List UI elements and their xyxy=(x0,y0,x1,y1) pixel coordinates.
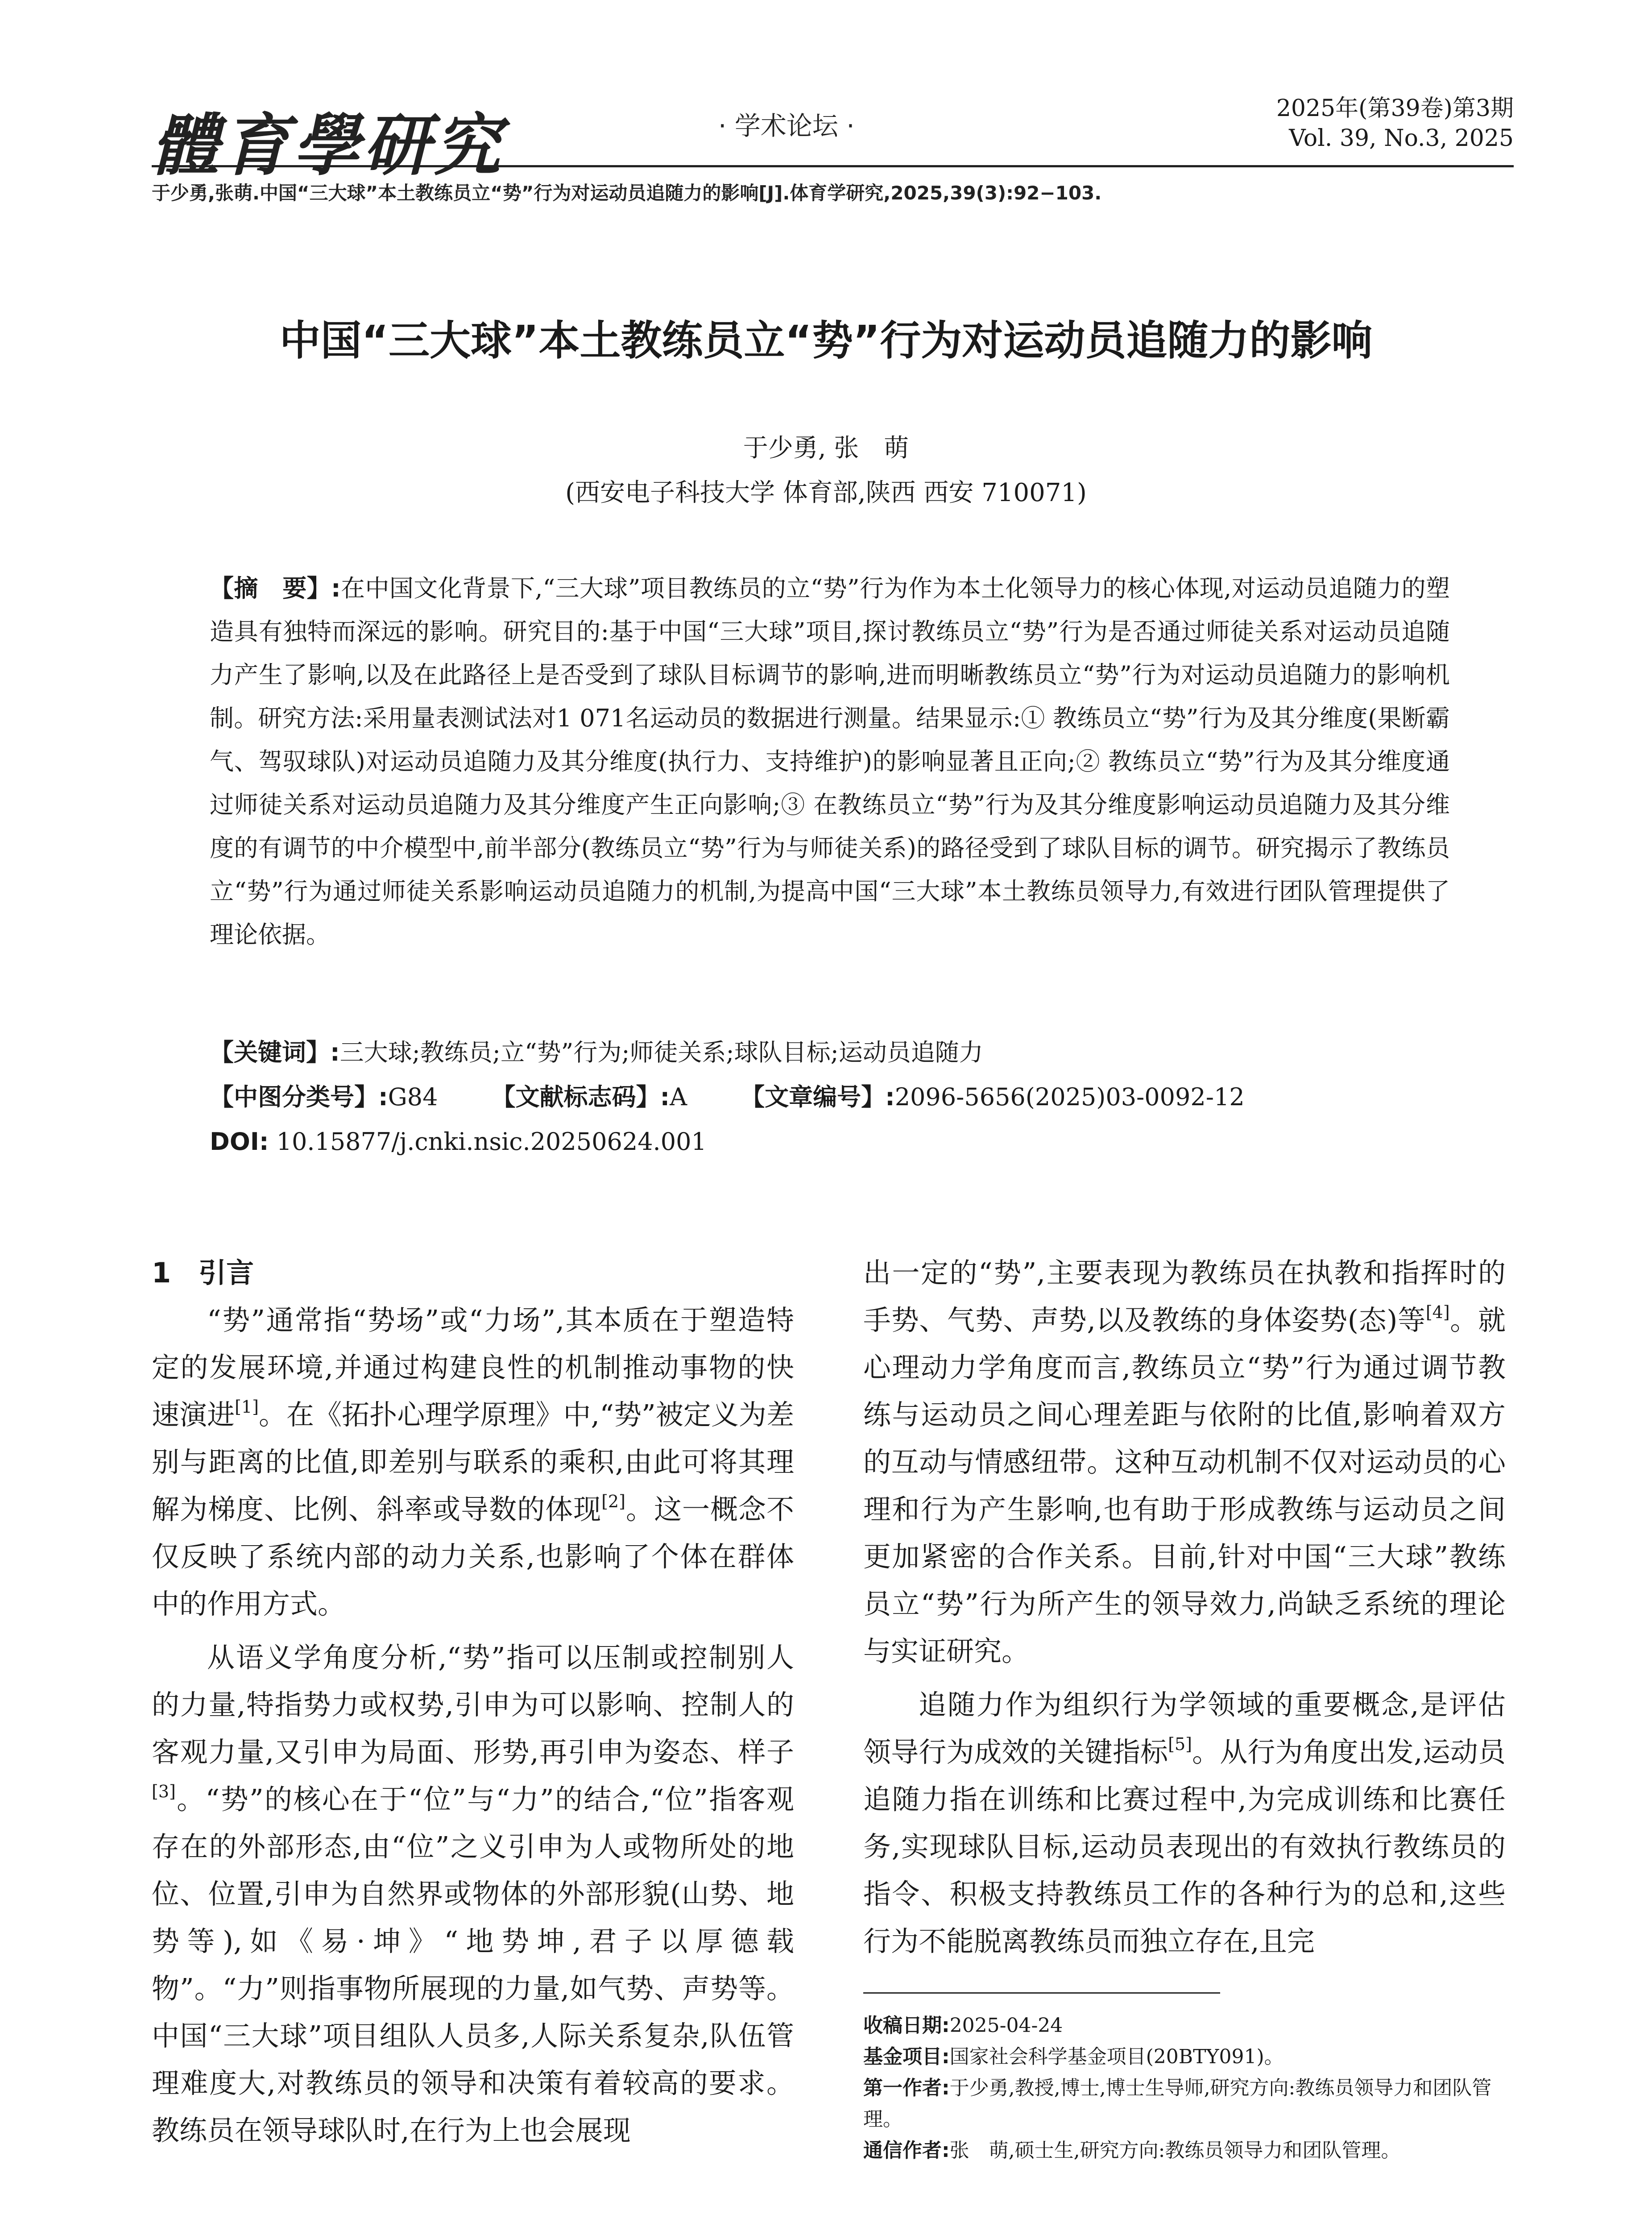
body-right-column xyxy=(863,1249,1506,1965)
classification-line xyxy=(210,1075,1450,1119)
footnote-label: 收稿日期: xyxy=(863,2014,950,2037)
footnote-first-author xyxy=(863,2073,1506,2135)
footnote-received xyxy=(863,2010,1506,2041)
footnote-text: 张 萌,硕士生,研究方向:教练员领导力和团队管理。 xyxy=(949,2139,1401,2162)
citation-ref[interactable]: [1] xyxy=(235,1397,259,1417)
article-no-value: 2096-5656(2025)03-0092-12 xyxy=(894,1083,1245,1111)
issue-info-en: Vol. 39, No.3, 2025 xyxy=(1289,125,1514,152)
body-left-column xyxy=(152,1249,794,2154)
paragraph-text: 从语义学角度分析,“势”指可以压制或控制别人的力量,特指势力或权势,引申为可以影响、控制人的客观力量,又引申为局面、形势,再引申为姿态、样子 xyxy=(152,1641,794,1768)
paragraph-text: 。这一概念不仅反映了系统内部的动力关系,也影响了个体在群体中的作用方式。 xyxy=(152,1493,794,1620)
footnote-text: 2025-04-24 xyxy=(949,2014,1063,2037)
paragraph-text: 追随力作为组织行为学领域的重要概念,是评估领导行为成效的关键指标 xyxy=(863,1688,1506,1768)
paragraph-text: 。从行为角度出发,运动员追随力指在训练和比赛过程中,为完成训练和比赛任务,实现球队目标,运动员表现出的有效执行教练员的指令、积极支持教练员工作的各种行为的总和,这些行为不能脱离教练员而独立存在,且完 xyxy=(863,1736,1506,1957)
issue-info-cn: 2025年(第39卷)第3期 xyxy=(1276,95,1514,122)
footnote-corresponding-author xyxy=(863,2135,1506,2166)
article-no-label: 【文章编号】: xyxy=(741,1083,895,1111)
doi xyxy=(210,1120,707,1163)
doc-code-value: A xyxy=(670,1083,687,1111)
body-paragraph xyxy=(863,1249,1506,1675)
footnote-label: 第一作者: xyxy=(863,2077,950,2099)
citation-ref[interactable]: [4] xyxy=(1425,1302,1450,1322)
clc-label: 【中图分类号】: xyxy=(210,1083,388,1111)
footnote-text: 于少勇,教授,博士,博士生导师,研究方向:教练员领导力和团队管理。 xyxy=(863,2077,1492,2131)
abstract xyxy=(210,567,1450,956)
footnote-fund xyxy=(863,2041,1506,2073)
paragraph-text: 出一定的“势”,主要表现为教练员在执教和指挥时的手势、气势、声势,以及教练的身体姿势(态)等 xyxy=(863,1256,1506,1336)
authors: 于少勇, 张 萌 xyxy=(743,434,909,463)
paragraph-text: 。“势”的核心在于“位”与“力”的结合,“位”指客观存在的外部形态,由“位”之义引申为人或物所处的地位、位置,引申为自然界或物体的外部形貌(山势、地势等),如《易·坤》“地势坤,君子以厚德载物”。“力”则指事物所展现的力量,如气势、声势等。中国“三大球”项目组队人员多,人际关系复杂,队伍管理难度大,对教练员的领导和决策有着较高的要求。教练员在领导球队时,在行为上也会展现 xyxy=(152,1783,794,2147)
footnote-label: 基金项目: xyxy=(863,2045,950,2068)
doi-value[interactable]: 10.15877/j.cnki.nsic.20250624.001 xyxy=(276,1128,707,1156)
paragraph-text: 。在《拓扑心理学原理》中,“势”被定义为差别与距离的比值,即差别与联系的乘积,由此可将其理解为梯度、比例、斜率或导数的体现 xyxy=(152,1398,794,1526)
affiliation: (西安电子科技大学 体育部,陕西 西安 710071) xyxy=(565,478,1087,507)
footnotes xyxy=(863,2010,1506,2166)
keywords-text: 三大球;教练员;立“势”行为;师徒关系;球队目标;运动员追随力 xyxy=(340,1038,983,1066)
body-paragraph xyxy=(152,1297,794,1628)
article-title: 中国“三大球”本土教练员立“势”行为对运动员追随力的影响 xyxy=(279,317,1373,365)
footnote-divider xyxy=(863,1992,1220,1994)
doc-code-label: 【文献标志码】: xyxy=(491,1083,670,1111)
citation-ref[interactable]: [5] xyxy=(1168,1734,1192,1754)
clc-value: G84 xyxy=(388,1083,438,1111)
footnote-label: 通信作者: xyxy=(863,2139,950,2162)
section-label: · 学术论坛 · xyxy=(718,111,855,141)
paragraph-text: “势”通常指“势场”或“力场”,其本质在于塑造特定的发展环境,并通过构建良性的机制推动事物的快速演进 xyxy=(152,1304,794,1431)
keywords-label: 【关键词】: xyxy=(210,1038,340,1066)
paragraph-text: 。就心理动力学角度而言,教练员立“势”行为通过调节教练与运动员之间心理差距与依附的比值,影响着双方的互动与情感纽带。这种互动机制不仅对运动员的心理和行为产生影响,也有助于形成教练与运动员之间更加紧密的合作关系。目前,针对中国“三大球”教练员立“势”行为所产生的领导效力,尚缺乏系统的理论与实证研究。 xyxy=(863,1304,1506,1667)
keywords xyxy=(210,1031,1450,1074)
doi-label: DOI: xyxy=(210,1128,269,1156)
abstract-text: 在中国文化背景下,“三大球”项目教练员的立“势”行为作为本土化领导力的核心体现,对运动员追随力的塑造具有独特而深远的影响。研究目的:基于中国“三大球”项目,探讨教练员立“势”行为是否通过师徒关系对运动员追随力产生了影响,以及在此路径上是否受到了球队目标调节的影响,进而明晰教练员立“势”行为对运动员追随力的影响机制。研究方法:采用量表测试法对1 071名运动员的数据进行测量。结果显示:① 教练员立“势”行为及其分维度(果断霸气、驾驭球队)对运动员追随力及其分维度(执行力、支持维护)的影响显著且正向;② 教练员立“势”行为及其分维度通过师徒关系对运动员追随力及其分维度产生正向影响;③ 在教练员立“势”行为及其分维度影响运动员追随力及其分维度的有调节的中介模型中,前半部分(教练员立“势”行为与师徒关系)的路径受到了球队目标的调节。研究揭示了教练员立“势”行为通过师徒关系影响运动员追随力的机制,为提高中国“三大球”本土教练员领导力,有效进行团队管理提供了理论依据。 xyxy=(210,574,1450,949)
section-heading: 1 引言 xyxy=(152,1256,254,1289)
header-divider xyxy=(152,165,1514,167)
abstract-label: 【摘 要】: xyxy=(210,574,341,602)
citation-ref[interactable]: [2] xyxy=(601,1492,625,1511)
journal-logo: 體育學研究 xyxy=(152,106,505,185)
body-paragraph xyxy=(863,1681,1506,1965)
citation-line: 于少勇,张萌.中国“三大球”本土教练员立“势”行为对运动员追随力的影响[J].体育学研究,2025,39(3):92−103. xyxy=(152,182,1102,204)
citation-ref[interactable]: [3] xyxy=(152,1782,176,1801)
footnote-text: 国家社会科学基金项目(20BTY091)。 xyxy=(949,2045,1284,2068)
body-paragraph xyxy=(152,1634,794,2154)
